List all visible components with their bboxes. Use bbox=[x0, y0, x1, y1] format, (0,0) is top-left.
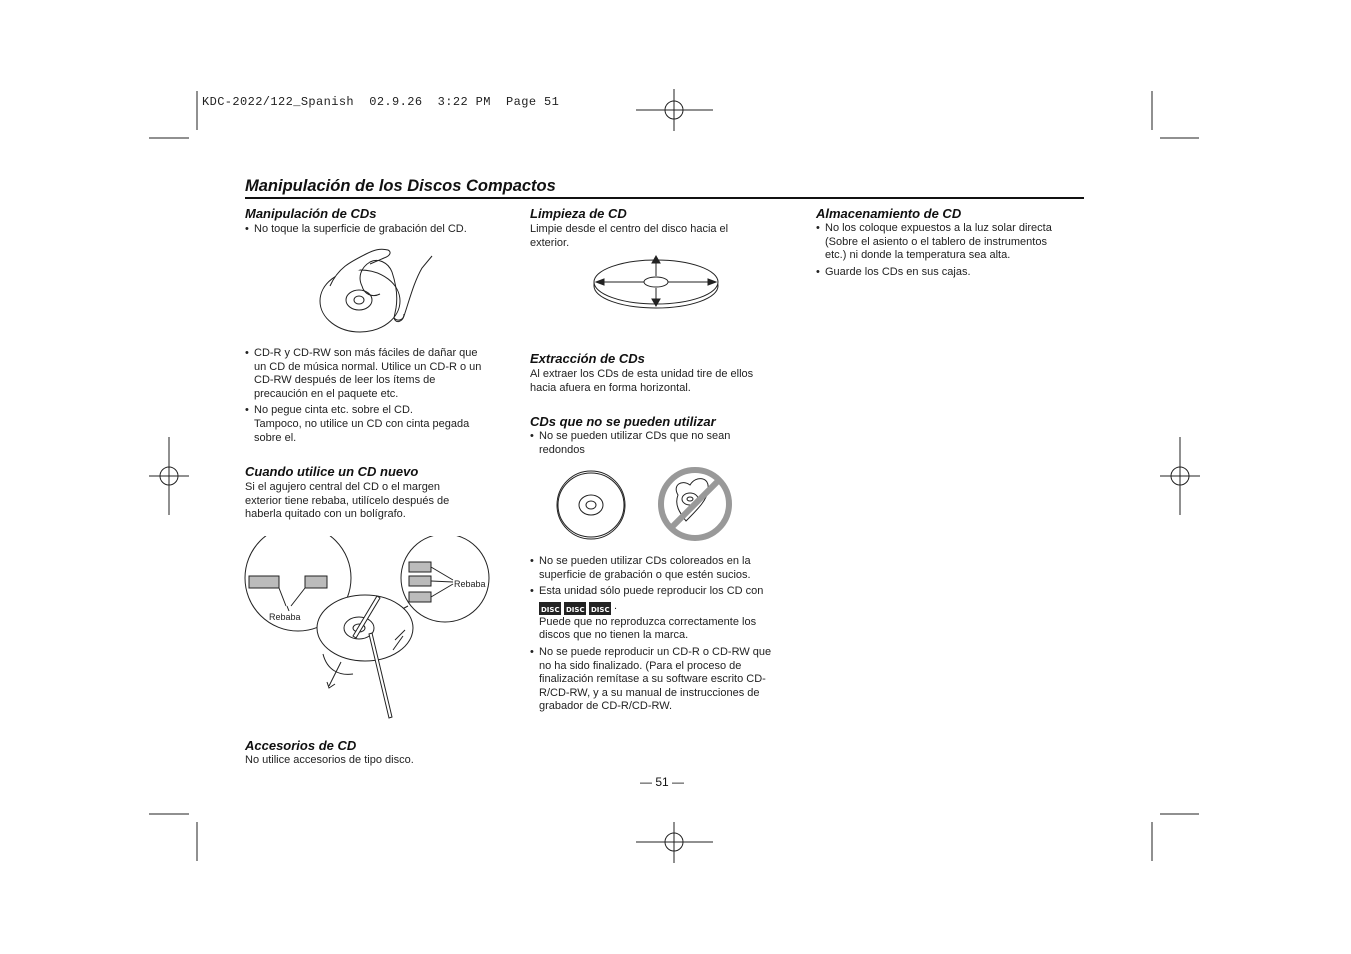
storage-bullet-2: • Guarde los CDs en sus cajas. bbox=[816, 266, 1086, 280]
unusable-bullet-1-line-2: redondos bbox=[539, 443, 585, 456]
section-title-cleaning: Limpieza de CD bbox=[530, 206, 627, 221]
handling-bullet-2-line-1: • CD-R y CD-RW son más fáciles de dañar que bbox=[254, 347, 478, 359]
cleaning-line-1: Limpie desde el centro del disco hacia el bbox=[530, 223, 729, 235]
unusable-bullet-1 bbox=[530, 430, 800, 457]
page-title: Manipulación de los Discos Compactos bbox=[245, 177, 556, 195]
page-number: — 51 — bbox=[640, 775, 685, 789]
cleaning-text bbox=[530, 223, 800, 250]
label-rebaba-right: Rebaba bbox=[454, 579, 486, 589]
ejection-line-1: Al extraer los CDs de esta unidad tire de ellos bbox=[530, 368, 754, 380]
unusable-bullet-1-line-1: • No se pueden utilizar CDs que no sean bbox=[539, 430, 731, 442]
disc-logos: DISC DISC DISC . bbox=[541, 600, 618, 614]
unusable-bullet-4-line-1: • No se puede reproducir un CD-R o CD-RW que bbox=[539, 645, 772, 658]
cleaning-line-2: exterior. bbox=[530, 236, 570, 249]
title-rule bbox=[245, 197, 1084, 199]
new-cd-line-2: exterior tiene rebaba, utilícelo después de bbox=[245, 494, 450, 507]
section-title-storage: Almacenamiento de CD bbox=[816, 206, 962, 221]
handling-bullets bbox=[245, 347, 515, 445]
storage-bullets bbox=[816, 222, 1086, 279]
disc-logo-3-text: DISC bbox=[591, 605, 610, 614]
handling-bullet-2-line-4: precaución en el paquete etc. bbox=[254, 387, 399, 400]
handling-bullet-1-text: • No toque la superficie de grabación del CD. bbox=[245, 223, 515, 237]
handling-bullet-3-line-2: Tampoco, no utilice un CD con cinta pegada bbox=[254, 417, 470, 430]
disc-logo-2-text: DISC bbox=[566, 605, 585, 614]
new-cd-line-3: haberla quitado con un bolígrafo. bbox=[245, 508, 406, 521]
section-title-accessories: Accesorios de CD bbox=[245, 738, 357, 753]
compact-disc-logos-icon bbox=[539, 600, 611, 615]
accessories-line-1: No utilice accesorios de tipo disco. bbox=[245, 754, 414, 766]
handling-bullet-3-line-1: • No pegue cinta etc. sobre el CD. bbox=[254, 404, 413, 417]
section-title-handling: Manipulación de CDs bbox=[245, 206, 377, 221]
section-title-new-cd: Cuando utilice un CD nuevo bbox=[245, 464, 419, 479]
new-cd-line-1: Si el agujero central del CD o el margen bbox=[245, 481, 441, 493]
print-header: KDC-2022/122_Spanish 02.9.26 3:22 PM Page 51 bbox=[202, 95, 560, 109]
handling-bullet-2-line-3: CD-RW después de leer los ítems de bbox=[254, 374, 436, 387]
section-title-ejection: Extracción de CDs bbox=[530, 351, 645, 366]
handling-bullet-2-line-2: un CD de música normal. Utilice un CD-R o un bbox=[254, 360, 482, 373]
ejection-line-2: hacia afuera en forma horizontal. bbox=[530, 381, 691, 394]
section-title-unusable: CDs que no se pueden utilizar bbox=[530, 414, 716, 429]
unusable-bullet-4-line-3: finalización remítase a su software escrito CD- bbox=[539, 673, 766, 686]
deburr-illustration bbox=[243, 536, 493, 726]
unusable-bullet-3-line-3: discos que no tienen la marca. bbox=[539, 629, 689, 642]
ejection-text bbox=[530, 368, 800, 395]
unusable-bullet-4-line-4: R/CD-RW, y a su manual de instrucciones de bbox=[539, 686, 760, 699]
unusable-bullets bbox=[530, 555, 800, 714]
storage-bullet-1-line-2: (Sobre el asiento o el tablero de instrumentos bbox=[825, 235, 1047, 248]
unusable-bullet-3-line-1: • Esta unidad sólo puede reproducir los CD con bbox=[539, 585, 764, 598]
new-cd-text bbox=[245, 481, 515, 522]
unusable-bullet-2-line-1: • No se pueden utilizar CDs coloreados en la bbox=[539, 555, 751, 567]
prohibited-heart-cd-icon bbox=[661, 470, 729, 538]
storage-bullet-1-line-1: • No los coloque expuestos a la luz solar directa bbox=[825, 222, 1052, 234]
handling-bullet-3-line-3: sobre el. bbox=[254, 431, 297, 444]
disc-logo-1-text: DISC bbox=[541, 605, 560, 614]
storage-bullet-1-line-3: etc.) ni donde la temperatura sea alta. bbox=[825, 249, 1011, 262]
handling-bullet-1 bbox=[245, 223, 515, 237]
cd-cleaning-illustration bbox=[590, 252, 722, 312]
label-rebaba-left: Rebaba bbox=[269, 612, 301, 622]
unusable-bullet-4-line-2: no ha sido finalizado. (Para el proceso de bbox=[539, 659, 742, 672]
unusable-bullet-4-line-5: grabador de CD-R/CD-RW. bbox=[539, 700, 673, 713]
non-round-cd-illustration bbox=[552, 465, 737, 543]
unusable-bullet-2-line-2: superficie de grabación o que estén sucios. bbox=[539, 568, 751, 581]
unusable-bullet-3-line-2: Puede que no reproduzca correctamente los bbox=[539, 615, 757, 628]
cd-finger-illustration bbox=[318, 238, 438, 336]
